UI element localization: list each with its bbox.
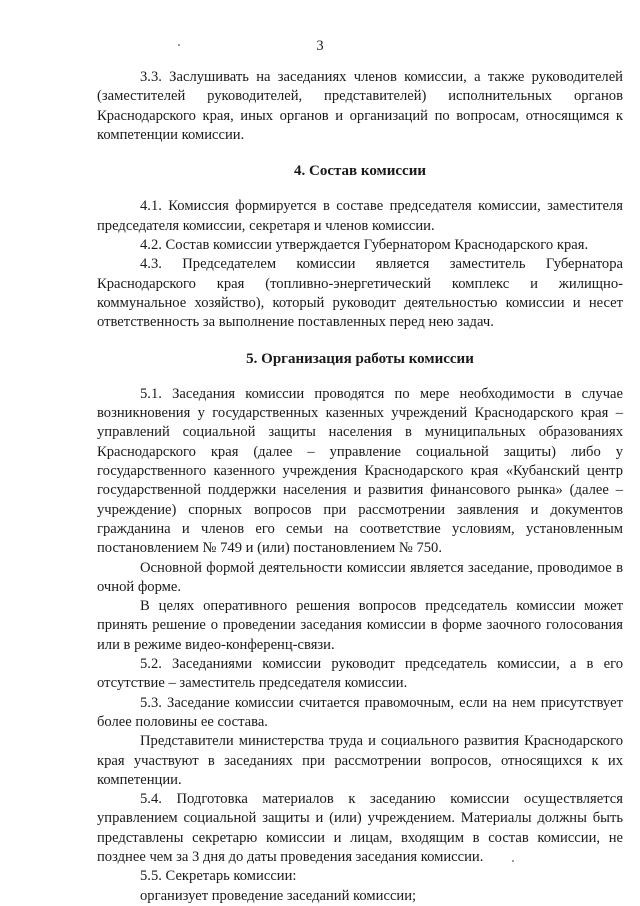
section-4-heading: 4. Состав комиссии <box>293 163 426 180</box>
paragraph-5-5: 5.5. Секретарь комиссии: <box>140 868 297 885</box>
paragraph-organizes-meetings: организует проведение заседаний комиссии; <box>140 887 417 904</box>
section-5-heading: 5. Организация работы комиссии <box>246 350 474 367</box>
paragraph-5-2: 5.2. Заседаниями комиссии руководит председатель комиссии, а в его отсутствие – заместитель председателя комиссии. <box>97 656 623 692</box>
paragraph-5-3: 5.3. Заседание комиссии считается правомочным, если на нем присутствует более половины ее состава. <box>97 694 623 730</box>
paragraph-5-4: 5.4. Подготовка материалов к заседанию комиссии осуществляется управлением социальной защиты и (или) учреждением. Материалы должны быть представлены секретарю комиссии и лицам, входящим в состав комиссии, не позднее чем за 3 дня до даты проведения заседания комиссии. <box>97 791 623 865</box>
paragraph-3-3: 3.3. Заслушивать на заседаниях членов комиссии, а также руководителей (заместителей руководителей, представителей) исполнительных органов Краснодарского края, иных органов и организаций по вопросам, относящимся к компетенции комиссии. <box>97 69 623 143</box>
document-body <box>97 68 623 906</box>
paragraph-representatives: Представители министерства труда и социального развития Краснодарского края участвуют в заседаниях при рассмотрении вопросов, относящихся к их компетенции. <box>97 733 623 788</box>
paragraph-4-2: 4.2. Состав комиссии утверждается Губернатором Краснодарского края. <box>140 237 589 254</box>
page-number: 3 <box>316 38 324 54</box>
paragraph-main-form: Основной формой деятельности комиссии является заседание, проводимое в очной форме. <box>97 559 623 595</box>
paragraph-4-3: 4.3. Председателем комиссии является заместитель Губернатора Краснодарского края (топливно-энергетический комплекс и жилищно-коммунальное хозяйство), который руководит деятельностью комиссии и несет ответственность за выполнение поставленных перед нею задач. <box>97 256 623 331</box>
paragraph-operative-decision: В целях оперативного решения вопросов председатель комиссии может принять решение о проведении заседания комиссии в форме заочного голосования или в режиме видео-конференц-связи. <box>97 598 623 653</box>
scan-speck <box>512 860 514 862</box>
paragraph-5-1: 5.1. Заседания комиссии проводятся по мере необходимости в случае возникновения у государственных казенных учреждений Краснодарского края – управлений социальной защиты населения в муниципальных образованиях Краснодарского края (далее – управление социальной защиты) либо у государственного казенного учреждения Краснодарского края «Кубанский центр государственной поддержки населения и развития финансового рынка» (далее – учреждение) спорных вопросов при рассмотрении заявления и документов гражданина и членов его семьи на соответствие условиям, установленным постановлением № 749 и (или) постановлением № 750. <box>97 385 623 557</box>
scan-speck <box>178 44 180 46</box>
paragraph-4-1: 4.1. Комиссия формируется в составе председателя комиссии, заместителя председателя комиссии, секретаря и членов комиссии. <box>97 198 623 234</box>
